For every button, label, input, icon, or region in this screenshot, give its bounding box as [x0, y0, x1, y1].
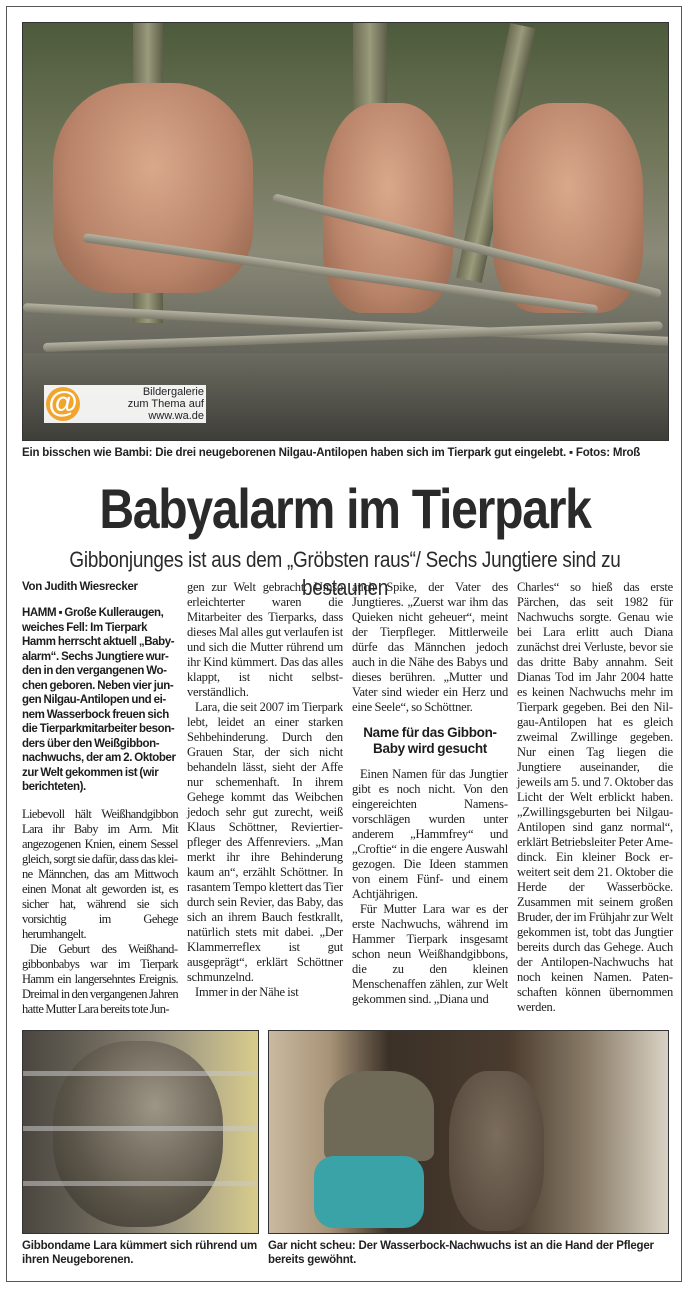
body-paragraph: Einen Namen für das Jungtier gibt es noch nicht. Von den eingereichten Namensvorschlägen wurden unter anderem „Hammfrey“ und „Croftie“ in die engere Auswahl gezogen. Die Ideen stammen von einem Fünf- und einem Achtjährigen.	[352, 767, 508, 901]
byline: Von Judith Wiesrecker	[22, 581, 138, 593]
cage-bar	[23, 1071, 258, 1076]
waterbuck-calf	[449, 1071, 544, 1231]
gibbon-photo-caption: Gibbondame Lara kümmert sich rührend um ihren Neugeborenen.	[22, 1240, 258, 1266]
cage-bar	[23, 1126, 258, 1131]
waterbuck-photo-caption: Gar nicht scheu: Der Wasserbock-Nachwuchs ist an die Hand der Pfleger bereits gewöhnt.	[268, 1240, 654, 1266]
gallery-text	[128, 386, 204, 422]
body-paragraph: Liebevoll hält Weißhandgibbon Lara ihr Baby im Arm. Mit angezogenen Knien, einem Sessel gleich, sorgt sie dafür, dass das kleine Männchen, das am Mittwoch einen Monat alt geworden ist, es sicher hat, während sie sich vorsichtig im Gehege herumhangelt.	[22, 806, 178, 941]
article-column-2	[187, 580, 343, 1000]
gallery-line: Bildergalerie	[142, 386, 204, 398]
top-photo-caption: Ein bisschen wie Bambi: Die drei neugeborenen Nilgau-Antilopen haben sich im Tierpark gut eingelebt. ▪ Fotos: Mroß	[22, 447, 641, 459]
article-column-1	[22, 580, 178, 1017]
article-column-3	[352, 580, 508, 1007]
gallery-url[interactable]: www.wa.de	[148, 410, 204, 422]
subheading: Name für das Gibbon-Baby wird gesucht	[363, 725, 497, 756]
lead-paragraph: HAMM ▪ Große Kulleraugen, weiches Fell: Im Tierpark Hamm herrscht aktuell „Babyalarm“. Sechs Jungtiere wurden in den vergangenen Wochen geboren. Neben vier jungen Nilgau-Antilopen und einem Wasserbock freuen sich die Tierparkmitarbeiter besonders über den Weißgibbonnachwuchs, der am 2. Oktober zur Welt gekommen ist (wir berichteten).	[22, 607, 176, 793]
body-paragraph: Charles“ so hieß das erste Pärchen, das seit 1982 für Nachwuchs sorgte. Genau wie bei Lara erlitt auch Diana zunächst drei Verluste, bevor sie das dritte Baby annahm. Seit Dianas Tod im Jahr 2004 hatte es keinen Nachwuchs mehr im Tierpark gegeben. Bei den Nilgau-Antilopen hat es gleich zweimal Zwillinge gegeben. Nur einen Tag liegen die Jungtiere auseinander, die jeweils am 5. und 7. Oktober das Licht der Welt erblickt haben. „Zwillingsgeburten bei Nilgau-Antilopen sind ganz normal“, erklärt Betriebsleiter Peter Amedinck. Ein kleiner Bock erweitert seit dem 21. Oktober die Herde der Wasserböcke. Zusammen mit seinem großen Bruder, der im Frühjahr zur Welt gekommen ist, tobt das Jungtier bereits durch das Gehege. Auch der Antilopen-Nachwuchs hat noch keinen Namen. Patenschaften können übernommen werden.	[517, 580, 673, 1014]
subtitle: Gibbonjunges ist aus dem „Gröbsten raus“/ Sechs Jungtiere sind zu bestaunen	[69, 547, 621, 600]
gibbon	[53, 1041, 223, 1227]
gibbon-photo	[22, 1030, 259, 1234]
waterbuck-keeper-photo	[268, 1030, 669, 1234]
body-paragraph: Die Geburt des Weißhandgibbonbabys war im Tierpark Hamm ein langersehntes Ereignis. Dreimal in den vergangenen Jahren hatte Mutter Lara bereits tote Jun-	[22, 941, 178, 1016]
body-paragraph: Lara, die seit 2007 im Tierpark lebt, leidet an einer starken Sehbehinderung. Durch den Grauen Star, der sich nicht behandeln lässt, sieht der Affe nur schemenhaft. In ihrem Gehege kommt das Weibchen jedoch sehr gut zurecht, weiß Klaus Schöttner, Reviertierpfleger des Affenreviers. „Man merkt ihr ihre Behinderung kaum an“, erzählt Schöttner. In rasantem Tempo klettert das Tier durch sein Revier, das Baby, das sich an ihrem Bauch festkrallt, natürlich stets mit dabei. „Der Klammerreflex ist gut ausgeprägt“, erklärt Schöttner schmunzelnd.	[187, 700, 343, 984]
headline: Babyalarm im Tierpark	[99, 477, 591, 540]
body-paragraph: auch Spike, der Vater des Jungtieres. „Zuerst war ihm das Quieken nicht geheuer“, meint der Tierpfleger. Mittlerweile dürfe das Männchen jedoch auch in die Nähe des Babys und dieses berühren. „Mutter und Vater sind wieder ein Herz und eine Seele“, so Schöttner.	[352, 580, 508, 714]
body-paragraph: gen zur Welt gebracht. Umso erleichterter waren die Mitarbeiter des Tierparks, dass dieses Mal alles gut verlaufen ist und sich die Mutter rührend um ihr Kind kümmert. Das das alles klappt, ist nicht selbstverständlich.	[187, 580, 343, 699]
body-paragraph: Für Mutter Lara war es der erste Nachwuchs, während im Hammer Tierpark insgesamt schon neun Weißhandgibbons, die zu den kleinen Menschenaffen zählen, zur Welt gekommen sind. „Diana und	[352, 902, 508, 1006]
keeper	[324, 1071, 434, 1161]
gallery-line: zum Thema auf	[127, 398, 204, 410]
cage-bar	[23, 1181, 258, 1186]
body-paragraph: Immer in der Nähe ist	[195, 985, 299, 999]
nilgau-antelopes-photo	[22, 22, 669, 441]
article-column-4	[517, 580, 673, 1015]
keeper-trousers	[314, 1156, 424, 1228]
at-icon: @	[46, 387, 80, 421]
gallery-badge[interactable]	[44, 385, 206, 423]
